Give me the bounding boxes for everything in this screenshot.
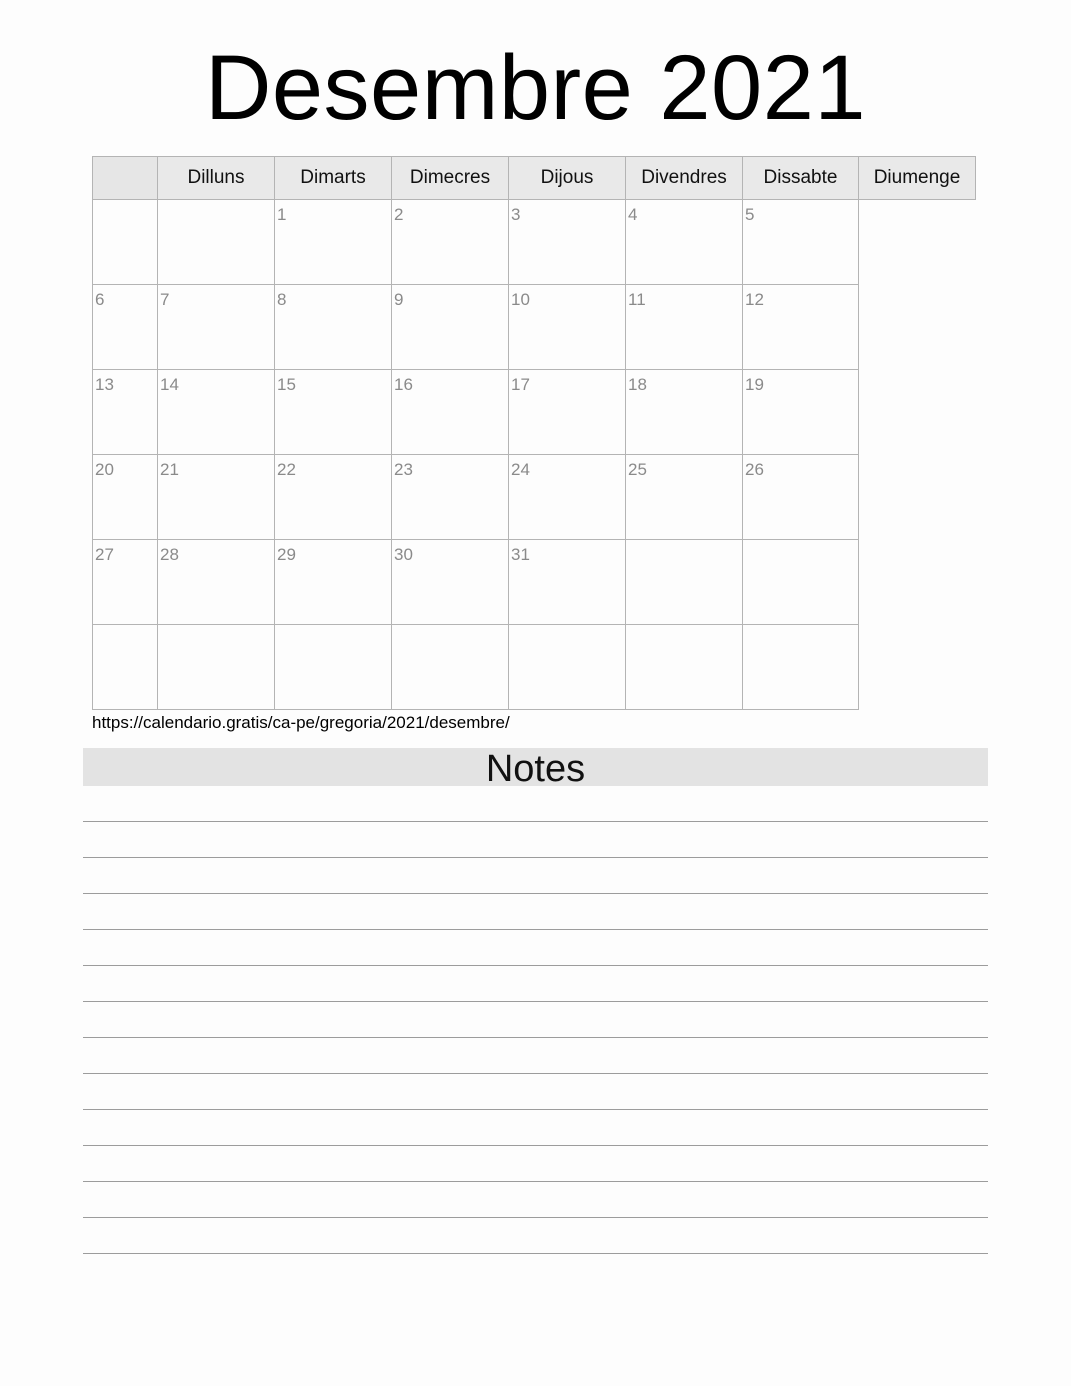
note-line xyxy=(83,1002,988,1038)
day-number xyxy=(392,625,508,631)
page-title: Desembre 2021 xyxy=(204,37,867,139)
day-cell xyxy=(626,200,743,285)
note-line xyxy=(83,1038,988,1074)
day-cell xyxy=(626,455,743,540)
week-row xyxy=(93,625,976,710)
source-url[interactable]: https://calendario.gratis/ca-pe/gregoria/2021/desembre/ xyxy=(92,713,510,732)
day-number: 30 xyxy=(394,545,413,564)
day-number: 27 xyxy=(95,545,114,564)
week-row xyxy=(93,455,976,540)
day-cell xyxy=(275,540,392,625)
day-cell xyxy=(93,540,158,625)
day-number: 15 xyxy=(277,375,296,394)
day-number: 17 xyxy=(511,375,530,394)
note-line xyxy=(83,1146,988,1182)
day-cell xyxy=(743,285,859,370)
note-line xyxy=(83,1074,988,1110)
day-number: 25 xyxy=(628,460,647,479)
day-number: 31 xyxy=(511,545,530,564)
note-line xyxy=(83,966,988,1002)
week-number-column xyxy=(93,157,158,200)
day-cell xyxy=(743,540,859,625)
day-cell xyxy=(626,285,743,370)
day-cell xyxy=(626,370,743,455)
day-number: 26 xyxy=(745,460,764,479)
note-line xyxy=(83,1218,988,1254)
day-number: 28 xyxy=(160,545,179,564)
day-cell xyxy=(93,200,158,285)
calendar-grid xyxy=(92,156,976,710)
day-number: 22 xyxy=(277,460,296,479)
day-number xyxy=(93,625,157,631)
day-number: 1 xyxy=(277,205,287,224)
weekday-header: Dissabte xyxy=(743,157,859,200)
notes-heading: Notes xyxy=(83,748,988,786)
week-row xyxy=(93,540,976,625)
note-line xyxy=(83,930,988,966)
day-cell xyxy=(93,370,158,455)
day-number: 12 xyxy=(745,290,764,309)
day-cell xyxy=(275,625,392,710)
weekday-header: Dimarts xyxy=(275,157,392,200)
day-number xyxy=(158,625,274,631)
day-number: 20 xyxy=(95,460,114,479)
week-row xyxy=(93,200,976,285)
day-cell xyxy=(275,200,392,285)
note-line xyxy=(83,822,988,858)
day-number xyxy=(93,200,157,206)
day-number xyxy=(743,540,858,546)
day-cell xyxy=(275,370,392,455)
day-number: 6 xyxy=(95,290,105,309)
day-number: 7 xyxy=(160,290,170,309)
day-cell xyxy=(392,455,509,540)
day-number: 11 xyxy=(628,290,646,309)
note-line xyxy=(83,786,988,822)
day-number: 18 xyxy=(628,375,647,394)
day-cell xyxy=(509,200,626,285)
day-number: 21 xyxy=(160,460,179,479)
day-number xyxy=(158,200,274,206)
weekday-header: Dijous xyxy=(509,157,626,200)
day-number: 13 xyxy=(95,375,114,394)
day-cell xyxy=(275,455,392,540)
day-cell xyxy=(743,370,859,455)
day-cell xyxy=(93,625,158,710)
day-cell xyxy=(158,370,275,455)
day-cell xyxy=(392,200,509,285)
note-line xyxy=(83,858,988,894)
weekday-header: Diumenge xyxy=(859,157,976,200)
day-cell xyxy=(392,625,509,710)
day-number: 19 xyxy=(745,375,764,394)
day-cell xyxy=(743,455,859,540)
note-line xyxy=(83,1110,988,1146)
day-cell xyxy=(275,285,392,370)
day-number: 29 xyxy=(277,545,296,564)
day-cell xyxy=(158,455,275,540)
weekday-header: Dimecres xyxy=(392,157,509,200)
day-number xyxy=(509,625,625,631)
day-cell xyxy=(509,455,626,540)
day-cell xyxy=(158,625,275,710)
day-number xyxy=(743,625,858,631)
day-cell xyxy=(158,540,275,625)
week-row xyxy=(93,285,976,370)
day-number: 14 xyxy=(160,375,179,394)
note-line xyxy=(83,1182,988,1218)
day-cell xyxy=(93,455,158,540)
day-cell xyxy=(509,370,626,455)
day-cell xyxy=(392,540,509,625)
weekday-header: Dilluns xyxy=(158,157,275,200)
day-cell xyxy=(743,625,859,710)
day-number: 10 xyxy=(511,290,530,309)
day-cell xyxy=(158,200,275,285)
day-cell xyxy=(509,540,626,625)
day-cell xyxy=(626,625,743,710)
week-row xyxy=(93,370,976,455)
day-cell xyxy=(743,200,859,285)
day-number xyxy=(626,625,742,631)
day-cell xyxy=(392,370,509,455)
day-number: 23 xyxy=(394,460,413,479)
weekday-header-row xyxy=(93,157,976,200)
day-cell xyxy=(392,285,509,370)
day-number: 4 xyxy=(628,205,638,224)
day-number: 5 xyxy=(745,205,755,224)
day-number xyxy=(275,625,391,631)
day-number: 9 xyxy=(394,290,404,309)
day-cell xyxy=(626,540,743,625)
day-cell xyxy=(93,285,158,370)
day-number: 3 xyxy=(511,205,521,224)
day-number: 2 xyxy=(394,205,404,224)
day-cell xyxy=(509,285,626,370)
note-line xyxy=(83,894,988,930)
day-number: 24 xyxy=(511,460,530,479)
day-number: 16 xyxy=(394,375,413,394)
day-cell xyxy=(509,625,626,710)
day-cell xyxy=(158,285,275,370)
weekday-header: Divendres xyxy=(626,157,743,200)
day-number: 8 xyxy=(277,290,287,309)
notes-lines xyxy=(83,786,988,1254)
day-number xyxy=(626,540,742,546)
